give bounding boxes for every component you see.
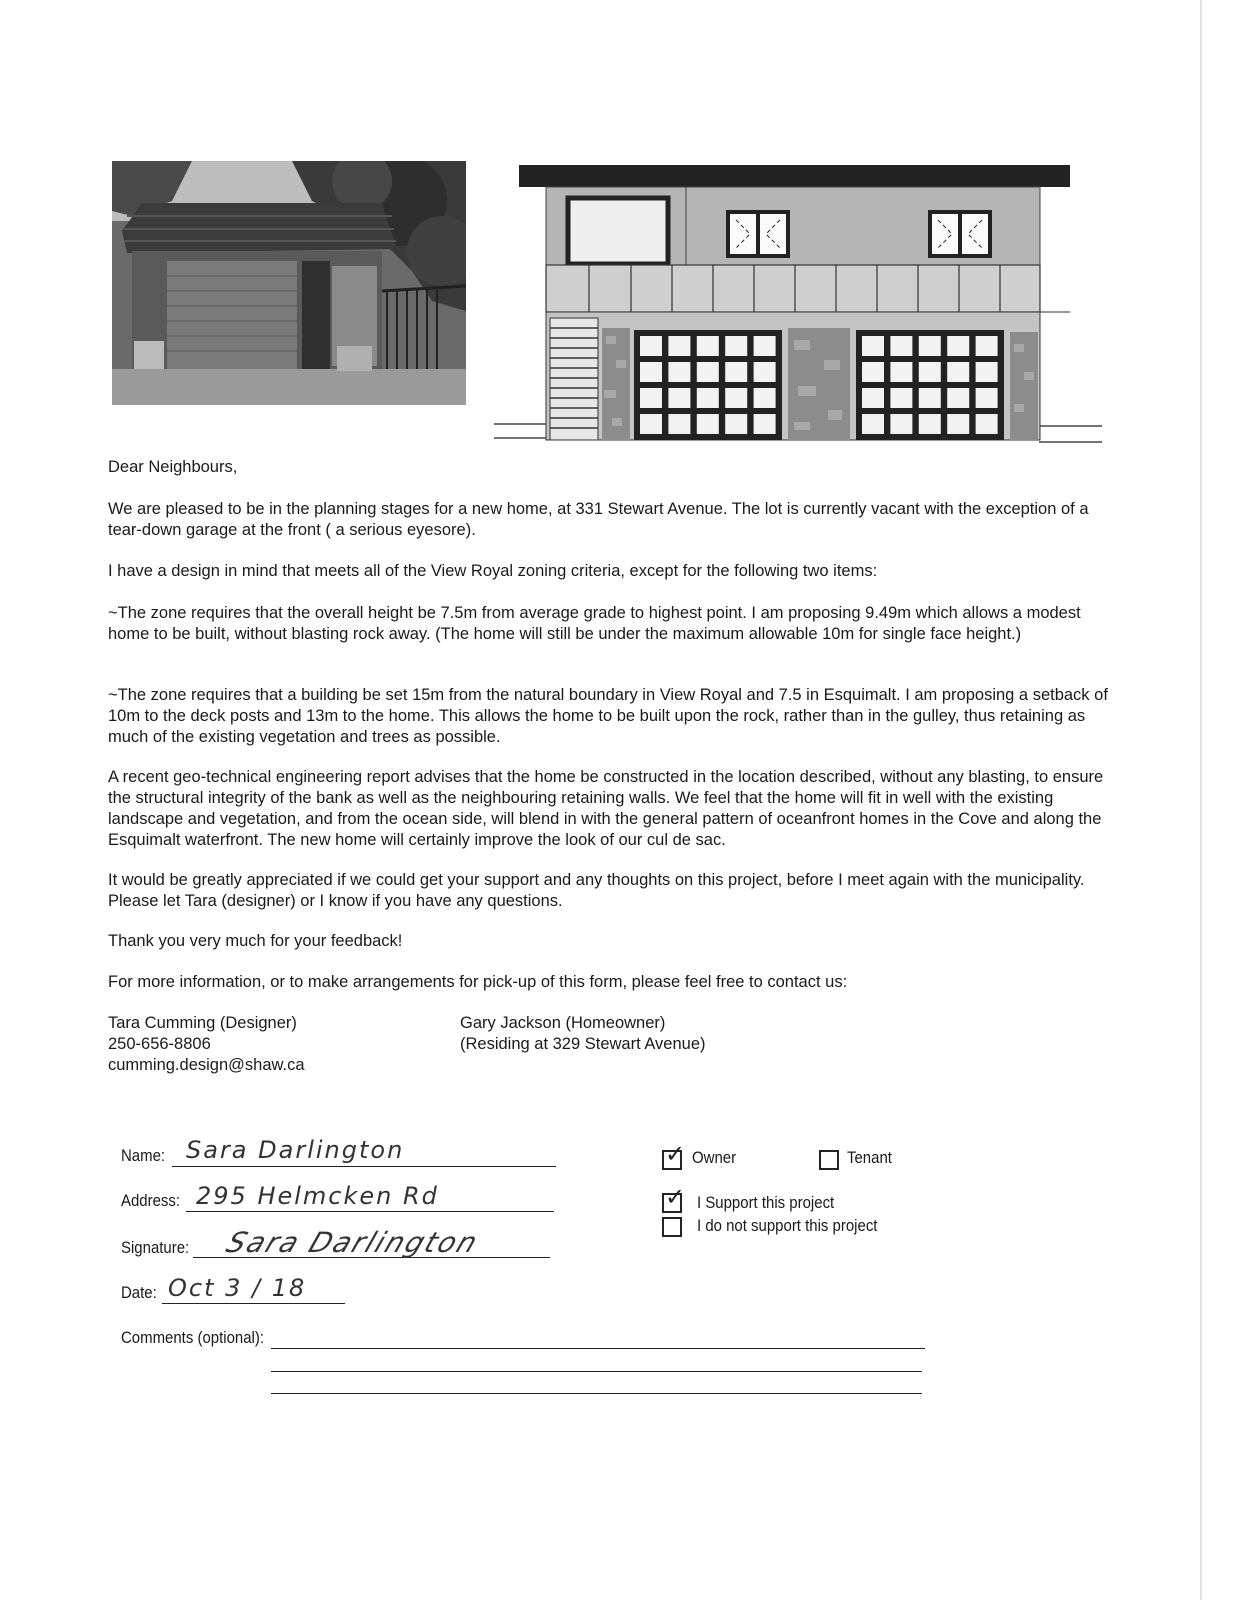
garage-door-pane [668, 336, 690, 356]
not-support-label: I do not support this project [697, 1216, 878, 1235]
garage-door-pane [976, 336, 998, 356]
garage-door-pane [947, 336, 969, 356]
garage-door-pane [725, 336, 747, 356]
check-mark-icon: ✓ [665, 1140, 686, 1168]
letter-paragraph: ~The zone requires that a building be set 15m from the natural boundary in View Royal and 7.5 in Esquimalt. I am proposing a setback of 10m to the deck posts and 13m to the home. This allows the home to be built upon the rock, rather than in the gulley, thus retaining as much of the existing vegetation and trees as possible. [108, 686, 1108, 746]
designer-contact [108, 1013, 305, 1076]
date-line [162, 1303, 345, 1304]
garage-door-pane [976, 414, 998, 434]
comments-line[interactable] [271, 1348, 925, 1349]
name-label: Name: [121, 1146, 166, 1165]
garage-door-pane [919, 414, 941, 434]
garage-door-pane [919, 388, 941, 408]
garage-door-pane [754, 336, 776, 356]
existing-garage-photo [112, 161, 466, 405]
garage-door-pane [725, 388, 747, 408]
homeowner-contact [460, 1013, 706, 1055]
name-field[interactable]: Sara Darlington [186, 1136, 405, 1164]
garage-door-pane [754, 388, 776, 408]
address-label: Address: [121, 1191, 181, 1210]
comments-line[interactable] [271, 1371, 922, 1372]
tenant-label: Tenant [847, 1148, 892, 1167]
address-line [186, 1211, 554, 1212]
designer-email: cumming.design@shaw.ca [108, 1056, 305, 1074]
garage-door-pane [697, 414, 719, 434]
garage-door-pane [947, 362, 969, 382]
letter-paragraph: A recent geo-technical engineering report advises that the home be constructed in the location described, without any blasting, to ensure the structural integrity of the bank as well as the neighbouring retaining walls. We feel that the home will fit in well with the existing landscape and vegetation, and from the ocean side, will blend in with the general pattern of oceanfront homes in the Cove and along the Esquimalt waterfront. The new home will certainly improve the look of our cul de sac. [108, 768, 1104, 849]
garage-door-pane [862, 388, 884, 408]
letter-paragraph: ~The zone requires that the overall height be 7.5m from average grade to highest point. I am proposing 9.49m which allows a modest home to be built, without blasting rock away. (The home will still be under the maximum allowable 10m for single face height.) [108, 604, 1081, 643]
support-label: I Support this project [697, 1193, 835, 1212]
greeting: Dear Neighbours, [108, 458, 238, 476]
letter-paragraph: We are pleased to be in the planning stages for a new home, at 331 Stewart Avenue. The lot is currently vacant with the exception of a tear-down garage at the front ( a serious eyesore). [108, 500, 1089, 539]
garage-door-pane [890, 336, 912, 356]
date-label: Date: [121, 1283, 157, 1302]
comments-line[interactable] [271, 1393, 922, 1394]
address-field[interactable]: 295 Helmcken Rd [196, 1182, 439, 1210]
garage-door-pane [668, 362, 690, 382]
garage-door-pane [862, 362, 884, 382]
tenant-checkbox[interactable] [819, 1150, 839, 1170]
not-support-checkbox[interactable] [662, 1217, 682, 1237]
letter-paragraph: Thank you very much for your feedback! [108, 932, 403, 950]
page-edge [1200, 0, 1202, 1600]
owner-label: Owner [692, 1148, 737, 1167]
garage-door-pane [919, 336, 941, 356]
garage-door-pane [862, 414, 884, 434]
support-checkbox[interactable] [662, 1183, 686, 1213]
name-line [172, 1166, 556, 1167]
garage-door-pane [697, 362, 719, 382]
owner-checkbox[interactable] [662, 1140, 686, 1170]
garage-door-pane [640, 388, 662, 408]
garage-door-pane [725, 414, 747, 434]
garage-door-pane [640, 336, 662, 356]
garage-door-pane [890, 388, 912, 408]
designer-name: Tara Cumming (Designer) [108, 1014, 297, 1032]
letter-paragraph: It would be greatly appreciated if we could get your support and any thoughts on this project, before I meet again with the municipality. Please let Tara (designer) or I know if you have any questions. [108, 871, 1085, 910]
garage-door-pane [640, 414, 662, 434]
proposed-home-rendering [494, 160, 1104, 446]
garage-door-pane [947, 388, 969, 408]
garage-door-pane [754, 362, 776, 382]
comments-label: Comments (optional): [121, 1328, 265, 1347]
garage-door-pane [976, 362, 998, 382]
garage-door-pane [919, 362, 941, 382]
garage-door-pane [668, 388, 690, 408]
signature-field[interactable]: Sara Darlington [221, 1226, 484, 1259]
homeowner-residence: (Residing at 329 Stewart Avenue) [460, 1035, 706, 1053]
garage-door-pane [668, 414, 690, 434]
garage-door-pane [862, 336, 884, 356]
signature-label: Signature: [121, 1238, 190, 1257]
date-field[interactable]: Oct 3 / 18 [168, 1274, 307, 1302]
homeowner-name: Gary Jackson (Homeowner) [460, 1014, 666, 1032]
garage-door-pane [947, 414, 969, 434]
letter-paragraph: I have a design in mind that meets all of the View Royal zoning criteria, except for the following two items: [108, 562, 878, 580]
garage-door-pane [640, 362, 662, 382]
garage-door-pane [697, 388, 719, 408]
garage-door-pane [725, 362, 747, 382]
garage-door-pane [890, 414, 912, 434]
designer-phone: 250-656-8806 [108, 1035, 211, 1053]
garage-door-pane [976, 388, 998, 408]
garage-door-pane [890, 362, 912, 382]
letter-paragraph: For more information, or to make arrangements for pick-up of this form, please feel free to contact us: [108, 973, 848, 991]
garage-door-pane [697, 336, 719, 356]
check-mark-icon: ✓ [665, 1183, 686, 1211]
garage-door-pane [754, 414, 776, 434]
